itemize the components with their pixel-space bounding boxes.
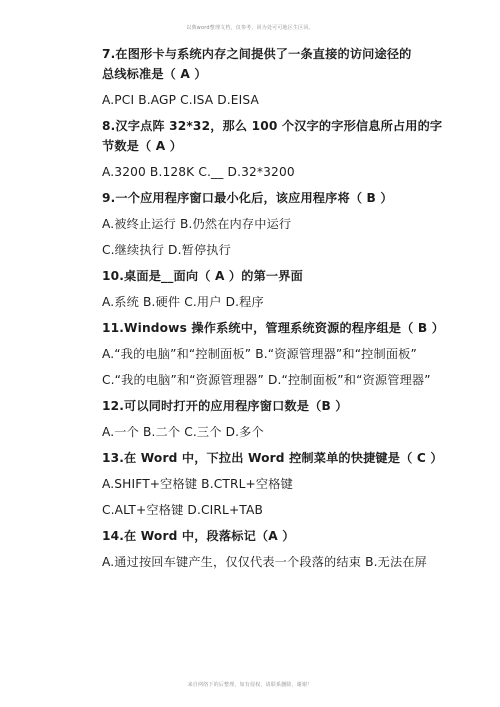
question-9-options-ab: A.被终止运行 B.仍然在内存中运行	[102, 217, 292, 231]
question-7-line-2: 总线标准是（ A ）	[102, 67, 207, 81]
question-13-options-cd: C.ALT+空格键 D.CIRL+TAB	[102, 503, 263, 517]
page-footer-note: 来自网络下的后整理，如有侵权，请联系删除，谢谢！	[187, 682, 313, 688]
question-8-options: A.3200 B.128K C.__ D.32*3200	[102, 165, 295, 179]
question-11-options-cd: C.“我的电脑”和“资源管理器” D.“控制面板”和“资源管理器”	[102, 373, 431, 387]
question-9: 9.一个应用程序窗口最小化后，该应用程序将（ B ）	[102, 191, 393, 205]
question-12-options: A.一个 B.二个 C.三个 D.多个	[102, 425, 264, 439]
question-7-line-1: 7.在图形卡与系统内存之间提供了一条直接的访问途径的	[102, 47, 412, 61]
question-10: 10.桌面是__面向（ A ）的第一界面	[102, 269, 303, 283]
document-body	[102, 47, 445, 581]
question-8-line-2: 节数是（ A ）	[102, 139, 183, 153]
question-9-options-cd: C.继续执行 D.暂停执行	[102, 243, 231, 257]
question-12: 12.可以同时打开的应用程序窗口数是（B ）	[102, 399, 348, 413]
question-13-options-ab: A.SHIFT+空格键 B.CTRL+空格键	[102, 477, 293, 491]
question-11: 11.Windows 操作系统中，管理系统资源的程序组是（ B ）	[102, 321, 445, 335]
question-7-options: A.PCI B.AGP C.ISA D.EISA	[102, 93, 259, 107]
page-header-note: 以典word整理文档，仅参考，回为处可可地区生区回。	[186, 25, 314, 31]
question-11-options-ab: A.“我的电脑”和“控制面板” B.“资源管理器”和“控制面板”	[102, 347, 417, 361]
question-8-line-1: 8.汉字点阵 32*32，那么 100 个汉字的字形信息所占用的字	[102, 119, 443, 133]
question-10-options: A.系统 B.硬件 C.用户 D.程序	[102, 295, 264, 309]
question-14-options: A.通过按回车键产生，仅仅代表一个段落的结束 B.无法在屏	[102, 555, 427, 569]
question-13: 13.在 Word 中，下拉出 Word 控制菜单的快捷键是（ C ）	[102, 451, 443, 465]
question-14: 14.在 Word 中，段落标记（A ）	[102, 529, 295, 543]
